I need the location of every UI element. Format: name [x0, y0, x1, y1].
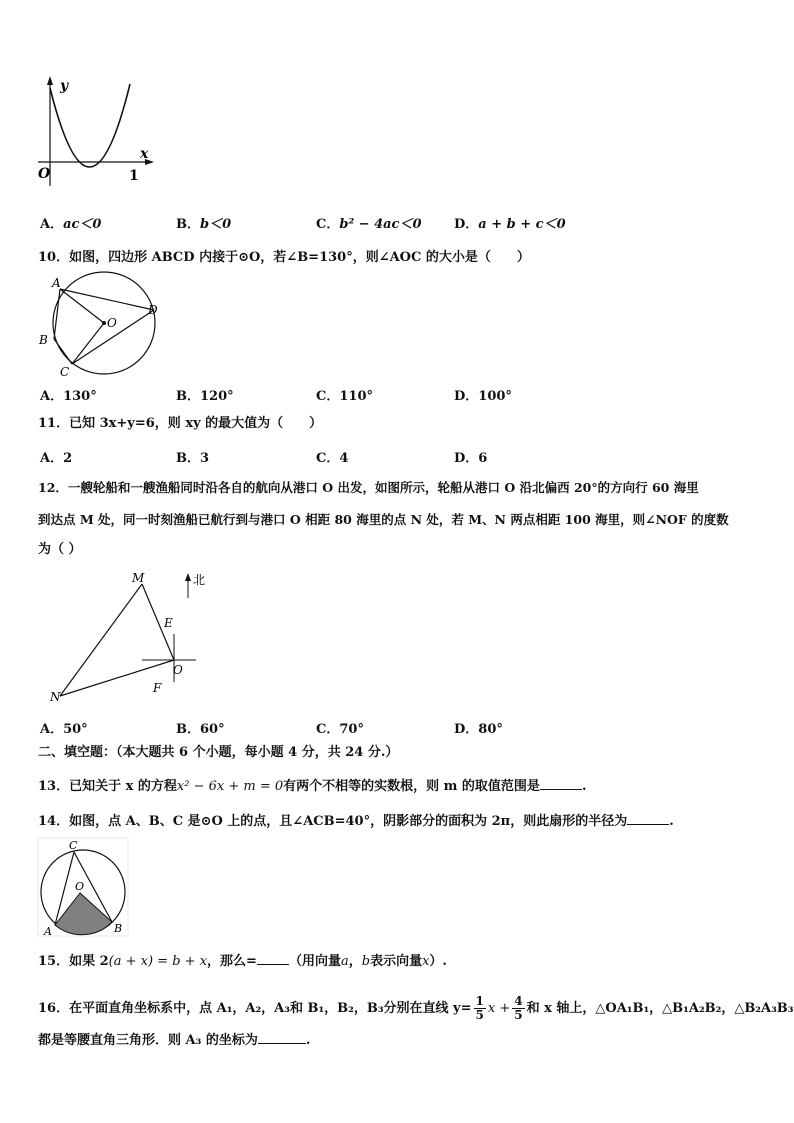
center-dot: [102, 321, 106, 325]
question-number: 11．: [38, 416, 70, 431]
option-text: 70°: [339, 722, 364, 737]
vector-b: b: [361, 954, 371, 969]
label-e: E: [164, 616, 173, 630]
q11-option-c[interactable]: [316, 447, 348, 466]
q12-option-a[interactable]: [40, 718, 88, 737]
question-number: 12．: [38, 480, 68, 495]
q11-option-a[interactable]: [40, 447, 72, 466]
option-text: b＜0: [200, 217, 232, 232]
answer-blank[interactable]: [258, 1030, 306, 1044]
section-title: 二、填空题：（本大题共 6 个小题，每小题 4 分，共 24 分.）: [38, 745, 399, 760]
question-text: ，那么=: [207, 954, 257, 969]
q11-stem: [38, 415, 322, 433]
parabola-curve: [50, 84, 130, 167]
punctuation: .: [669, 814, 674, 829]
punctuation: ）.: [429, 954, 447, 969]
q9-option-d[interactable]: [454, 213, 566, 232]
option-letter: A．: [40, 451, 64, 466]
option-text: 120°: [200, 389, 234, 404]
option-text: 2: [63, 451, 73, 466]
option-letter: C．: [316, 722, 340, 737]
shaded-sector: [55, 893, 112, 935]
option-letter: A．: [40, 389, 64, 404]
label-f: F: [153, 681, 162, 695]
option-letter: C．: [316, 217, 340, 232]
q9-graph: [34, 74, 158, 190]
label-north: 北: [193, 573, 206, 587]
q13-stem: [38, 776, 586, 796]
question-text: 有两个不相等的实数根，则 m 的取值范围是: [283, 779, 540, 794]
q12-line3: 为（ ）: [38, 542, 82, 557]
question-text: 一艘轮船和一艘渔船同时沿各自的航向从港口 O 出发，如图所示，轮船从港口 O 沿北偏西 20°的方向行 60 海里: [67, 480, 699, 495]
question-number: 13．: [38, 779, 70, 794]
label-c: C: [60, 365, 70, 378]
answer-blank[interactable]: [257, 951, 289, 965]
option-text: 6: [478, 451, 488, 466]
option-text: 60°: [200, 722, 225, 737]
question-text: 如图，四边形 ABCD 内接于⊙O，若∠B=130°，则∠AOC 的大小是（ ）: [69, 250, 530, 265]
option-text: 3: [200, 451, 210, 466]
q11-option-d[interactable]: [454, 447, 487, 466]
option-text: 100°: [478, 389, 512, 404]
option-letter: D．: [454, 451, 479, 466]
option-letter: B．: [176, 722, 200, 737]
option-letter: D．: [454, 722, 479, 737]
label-m: M: [132, 571, 145, 585]
fraction-numerator: 4: [514, 994, 523, 1008]
question-number: 16．: [38, 1001, 70, 1016]
question-text: 在平面直角坐标系中，点 A₁，A₂，A₃和 B₁，B₂，B₃分别在直线 y=: [69, 1001, 472, 1016]
option-text: 130°: [63, 389, 97, 404]
q10-stem: [38, 249, 530, 267]
option-text: ac＜0: [63, 217, 102, 232]
vector-x: x: [422, 954, 430, 969]
question-number: 10．: [38, 250, 70, 265]
q12-option-d[interactable]: [454, 718, 503, 737]
segment-co: [72, 323, 104, 364]
option-letter: B．: [176, 217, 200, 232]
fraction-numerator: 1: [475, 994, 484, 1008]
fraction-1-5: [474, 995, 486, 1022]
punctuation: .: [305, 1033, 311, 1048]
q12-line1: [38, 479, 699, 497]
label-a: A: [52, 276, 61, 290]
q11-option-b[interactable]: [176, 447, 209, 466]
fraction-denominator: 5: [514, 1008, 523, 1022]
option-letter: B．: [176, 451, 200, 466]
option-letter: C．: [316, 451, 340, 466]
option-letter: D．: [454, 389, 479, 404]
label-o: O: [107, 316, 117, 330]
option-letter: D．: [454, 217, 479, 232]
q9-option-b[interactable]: [176, 213, 231, 232]
option-text: b² − 4ac＜0: [339, 217, 422, 232]
origin-label: O: [38, 166, 51, 182]
question-number: 15．: [38, 954, 70, 969]
label-c: C: [69, 839, 78, 852]
x-axis-label: x: [140, 146, 149, 162]
option-text: 80°: [478, 722, 503, 737]
q14-stem: [38, 811, 674, 831]
q16-line1: [38, 989, 793, 1029]
question-text: 已知 3x+y=6，则 xy 的最大值为（ ）: [69, 416, 323, 431]
answer-blank[interactable]: [627, 811, 669, 825]
question-number: 14．: [38, 814, 70, 829]
option-text: 50°: [63, 722, 88, 737]
y-axis-label: y: [60, 78, 69, 94]
vector-a: a: [340, 954, 349, 969]
option-text: 4: [339, 451, 349, 466]
q12-option-c[interactable]: [316, 718, 364, 737]
tick-label-1: 1: [129, 168, 139, 184]
q15-stem: [38, 951, 447, 971]
punctuation: .: [581, 779, 587, 794]
segment-mn: [60, 584, 142, 696]
separator: ，: [348, 954, 362, 969]
question-text: 已知关于 x 的方程: [69, 779, 177, 794]
label-n: N: [50, 690, 61, 704]
q10-figure: [36, 270, 166, 378]
option-letter: A．: [40, 217, 64, 232]
label-b: B: [114, 922, 123, 935]
y-axis-arrow: [47, 76, 53, 85]
option-text: 110°: [339, 389, 373, 404]
option-text: a + b + c＜0: [478, 217, 566, 232]
q12-option-b[interactable]: [176, 718, 225, 737]
label-d: D: [148, 303, 158, 317]
q14-figure: [36, 836, 132, 938]
equation: x² − 6x + m = 0: [176, 779, 284, 794]
label-o: O: [173, 663, 183, 677]
option-letter: A．: [40, 722, 64, 737]
question-text: （用向量: [288, 954, 341, 969]
fraction-4-5: [512, 995, 524, 1022]
q12-figure: [46, 570, 216, 706]
question-text: 如图，点 A、B、C 是⊙O 上的点，且∠ACB=40°，阴影部分的面积为 2π，则此扇形的半径为: [69, 814, 628, 829]
label-b: B: [39, 333, 48, 347]
q10-option-d[interactable]: [454, 385, 512, 404]
q10-option-a[interactable]: [40, 385, 97, 404]
label-a: A: [44, 925, 52, 938]
q10-option-c[interactable]: [316, 385, 373, 404]
q9-option-c[interactable]: [316, 213, 422, 232]
answer-blank[interactable]: [540, 776, 582, 790]
question-text: 表示向量: [370, 954, 423, 969]
vector-expression: (a + x) = b + x: [108, 954, 208, 969]
option-letter: C．: [316, 389, 340, 404]
fraction-denominator: 5: [475, 1008, 484, 1022]
q10-option-b[interactable]: [176, 385, 234, 404]
question-text: 和 x 轴上，△OA₁B₁，△B₁A₂B₂，△B₂A₃B₃: [526, 1001, 794, 1016]
q16-line2: [38, 1030, 310, 1050]
question-text: 都是等腰直角三角形．则 A₃ 的坐标为: [38, 1033, 258, 1048]
question-text: 如果 2: [69, 954, 109, 969]
option-letter: B．: [176, 389, 200, 404]
q12-line2: 到达点 M 处，同一时刻渔船已航行到与港口 O 相距 80 海里的点 N 处，若 M、N 两点相距 100 海里，则∠NOF 的度数: [38, 512, 729, 527]
q9-option-a[interactable]: [40, 213, 101, 232]
north-arrow-head: [185, 573, 191, 581]
expression: x +: [487, 1001, 511, 1016]
label-o: O: [75, 880, 85, 893]
